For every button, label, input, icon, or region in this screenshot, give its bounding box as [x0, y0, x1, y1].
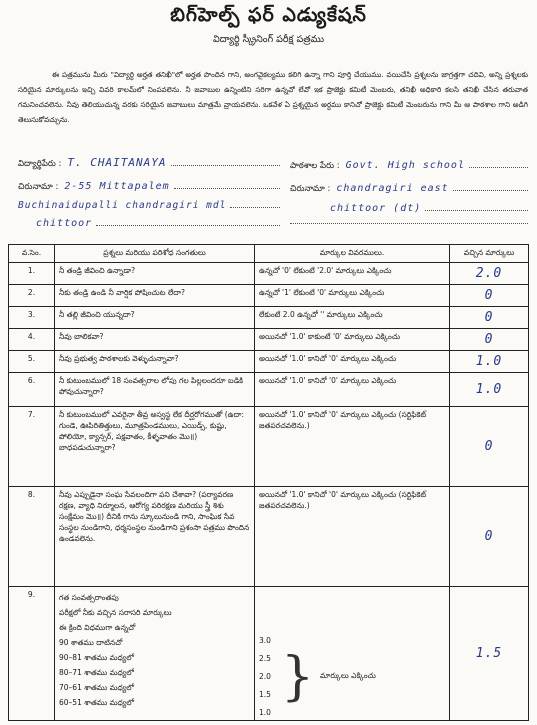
instructions-paragraph: ఈ పత్రమును మీరు "విద్యార్థి అర్హత తనిఖీ"లో అర్హత పొందిన గాని, అంగవైకల్యము కలిగి ఉన్నా గాని పూర్తి చేయుము. వయిచేసి ప్రశ్నలను జాగ్రత్తగా చదివి, అన్ని ప్రశ్నలకు సరియైన మార్కులను ఇచ్చి వివరి కాలమ్‌లో నింపవలెను. నీ జవాబుల ఉన్నింటిని సరిగా ఉన్నవో లేవో ఇక ప్రాజెక్టు కమిటీ మెంబరు, తనిఖీ అధికారి కలసి తనిఖీ చేసిన తరువాత గమనించవలెను. నీవు తెలియుచున్న వరకు సరియైన జవాబులు మాత్రమే వ్రాయవలెను. ఒకవేళ ఏ ప్రశ్నయైన అర్థము కానిచో ప్రాజెక్టు కమిటీ మెంబరును గాని మీ ఆ పాఠశాల గాని అడిగి తెలుసుకోవచ్చును.: [18, 70, 528, 124]
column-header-marks-details: మార్కుల వివరములు.: [255, 245, 450, 263]
school-address-line-2: [425, 209, 528, 211]
row-number: 2.: [9, 285, 55, 307]
row-number: 1.: [9, 263, 55, 285]
row-question: నీ తల్లి జీవించి యున్నదా?: [55, 307, 255, 329]
address-field-line-3: [18, 218, 280, 229]
row-score-value: 0: [484, 439, 494, 454]
row-score-cell[interactable]: [450, 407, 529, 487]
row-marks-rule: ఉన్నచో '1' లేకుంటే '0' మార్కులు ఎక్కించు: [255, 285, 450, 307]
row-score-value: 0: [484, 310, 494, 325]
row-marks-rule: అయినచో '1.0' కానిచో '0' మార్కులు ఎక్కించు: [255, 351, 450, 373]
address-value-line-3: chittoor: [36, 218, 93, 229]
address-field: [18, 181, 280, 194]
brace-glyph: }: [280, 646, 315, 707]
column-header-marks-obtained: వచ్చిన మార్కులు: [450, 245, 529, 263]
table-row: [9, 351, 529, 373]
row-marks-rule: అయినచో '1.0' కాకుంటే '0' మార్కులు ఎక్కించు: [255, 329, 450, 351]
row-score-cell[interactable]: [450, 285, 529, 307]
row-number: 9.: [9, 587, 55, 721]
address-line-1: [174, 187, 280, 189]
table-header-row: [9, 245, 529, 263]
school-name-field: [290, 160, 528, 173]
row-score-value: 0: [484, 529, 494, 544]
row-marks-rule: ఉన్నచో '0' లేకుంటే '2.0' మార్కులు ఎక్కించు: [255, 263, 450, 285]
address-value-line-1: 2-55 Mittapalem: [64, 181, 170, 192]
school-address-value-line-2: chittoor (dt): [330, 203, 422, 214]
grade-value: 1.5: [259, 690, 271, 699]
row-score-value: 0: [484, 332, 494, 347]
address-field-line-2: [18, 200, 280, 211]
page-subtitle: విద్యార్థి స్క్రీనింగ్ పరీక్ష పత్రము: [212, 34, 325, 45]
table-row: [9, 487, 529, 587]
row-marks-rule: అయినచో '1.0' కానిచో '0' మార్కులు ఎక్కించు: [255, 373, 450, 407]
row-score-value: 1.0: [475, 382, 503, 397]
column-header-serial: వ.సెం.: [9, 245, 55, 263]
row-question: నీవు ప్రభుత్వ పాఠశాలకు వెళ్ళుచున్నావా?: [55, 351, 255, 373]
table-row: [9, 373, 529, 407]
q9-line: పరీక్షలో నీకు వచ్చిన సరాసరి మార్కులు: [59, 608, 172, 617]
school-address-line-3: [290, 222, 528, 224]
row-marks-rule: [255, 587, 450, 721]
row-score-value: 0: [484, 288, 494, 303]
row-number: 3.: [9, 307, 55, 329]
school-address-label: చిరునామా :: [290, 184, 331, 194]
row-question: [55, 587, 255, 721]
table-row: [9, 263, 529, 285]
q9-line: ఈ క్రింది విధముగా ఉన్నచో: [59, 623, 136, 632]
row-question: నీ కుటుంబములో ఎవరైనా తీవ్ర అస్వస్థ లేక దీర్ఘరోగముతో (ఉదా: గుండె, ఊపిరితిత్తులు, మూత్రపిండములు, ఎయిడ్స్, కుష్టు, పోలియో, క్యాన్సర్, పక్షవాతం, కీళ్ళవాతం మొ॥) బాధపడుచున్నారా?: [55, 407, 255, 487]
q9-line: 90 శాతము దాటినచో: [59, 638, 123, 647]
table-row: [9, 407, 529, 487]
school-address-field-line-3: [290, 222, 528, 224]
address-label: చిరునామా :: [18, 182, 59, 192]
grade-value: 3.0: [259, 636, 271, 645]
row-score-cell[interactable]: [450, 329, 529, 351]
address-value-line-2: Buchinaidupalli chandragiri mdl: [18, 200, 227, 211]
table-row: [9, 307, 529, 329]
screening-table: [8, 244, 529, 721]
row-score-cell[interactable]: [450, 351, 529, 373]
row-marks-rule: లేకుంటే 2.0 ఉన్నచో '' మార్కులు ఎక్కించు: [255, 307, 450, 329]
row-question: నీ కుటుంబములో 18 సంవత్సరాల లోపు గల పిల్లలందరూ బడికి పోవుచున్నారా?: [55, 373, 255, 407]
grade-scale: [259, 636, 445, 717]
row-score-cell[interactable]: [450, 307, 529, 329]
row-question: నీకు తండ్రి ఉండి నీ వార్షిక పోషించుట లేదా?: [55, 285, 255, 307]
address-line-3: [96, 224, 280, 226]
school-name-label: పాఠశాల పేరు :: [290, 161, 340, 171]
row-score-cell[interactable]: [450, 587, 529, 721]
row-number: 4.: [9, 329, 55, 351]
student-name-field: [18, 156, 280, 171]
row-marks-rule: అయినచో '1.0' కానిచో '0' మార్కులు ఎక్కించు (సర్టిఫికెట్ జతపరచవలెను.): [255, 487, 450, 587]
row-number: 8.: [9, 487, 55, 587]
q9-line: 90–81 శాతము మధ్యలో: [59, 653, 134, 662]
school-address-value-line-1: chandragiri east: [336, 183, 449, 194]
row-number: 5.: [9, 351, 55, 373]
q9-line: 80–71 శాతము మధ్యలో: [59, 668, 134, 677]
row-score-cell[interactable]: [450, 263, 529, 285]
row-score-value: 2.0: [475, 266, 503, 281]
table-row: [9, 587, 529, 721]
school-name-line: [469, 166, 528, 168]
row-marks-rule: అయినచో '1.0' కానిచో '0' మార్కులు ఎక్కించు (సర్టిఫికెట్ జతపరచవలెను.): [255, 407, 450, 487]
grade-value: 2.5: [259, 654, 271, 663]
student-name-value: T. CHAITANAYA: [67, 156, 167, 169]
address-line-2: [230, 206, 280, 208]
table-row: [9, 285, 529, 307]
q9-line: 70–61 శాతము మధ్యలో: [59, 683, 134, 692]
row-question: నీ తండ్రి జీవించి ఉన్నాడా?: [55, 263, 255, 285]
student-name-label: విద్యార్థిపేరు :: [18, 159, 62, 169]
row-score-value: 1.5: [475, 646, 503, 661]
row-number: 7.: [9, 407, 55, 487]
school-address-field-line-2: [330, 203, 528, 214]
student-name-line: [171, 164, 280, 166]
row-score-cell[interactable]: [450, 487, 529, 587]
school-address-field: [290, 183, 528, 196]
page-title: బిగ్‌హెల్ప్ ఫర్ ఎడ్యుకేషన్: [170, 4, 367, 26]
grade-value: 2.0: [259, 672, 271, 681]
row-score-value: 1.0: [475, 354, 503, 369]
row-score-cell[interactable]: [450, 373, 529, 407]
grade-value: 1.0: [259, 708, 271, 717]
table-row: [9, 329, 529, 351]
q9-line: 60–51 శాతము మధ్యలో: [59, 698, 134, 707]
row-question: నీవు ఎప్పుడైనా సంఘ సేవలందిగా పని చేశావా? (పర్యావరణ రక్షణ, వ్యాధి నిర్మూలన, ఆరోగ్య పరిరక్షణ మరియు స్త్రీ శిశు సంక్షేమం మొ॥) దీనికి గాను స్కూలునుండి గాని, సాంఘిక సేవ సంస్థల నుండిగాని, ధర్మసంస్థల నుండిగాని ప్రశంసా పత్రము పొందిన ఉండవలెను.: [55, 487, 255, 587]
column-header-question: ప్రశ్నలు మరియు పరిశోధ సంగతులు: [55, 245, 255, 263]
row-number: 6.: [9, 373, 55, 407]
school-name-value: Govt. High school: [345, 160, 465, 171]
row-question: నీవు బాలికవా?: [55, 329, 255, 351]
school-address-line-1: [453, 189, 528, 191]
q9-line: గత సంవత్సరాంతపు: [59, 593, 119, 602]
grade-instruction: మార్కులు ఎక్కించు: [320, 671, 376, 680]
